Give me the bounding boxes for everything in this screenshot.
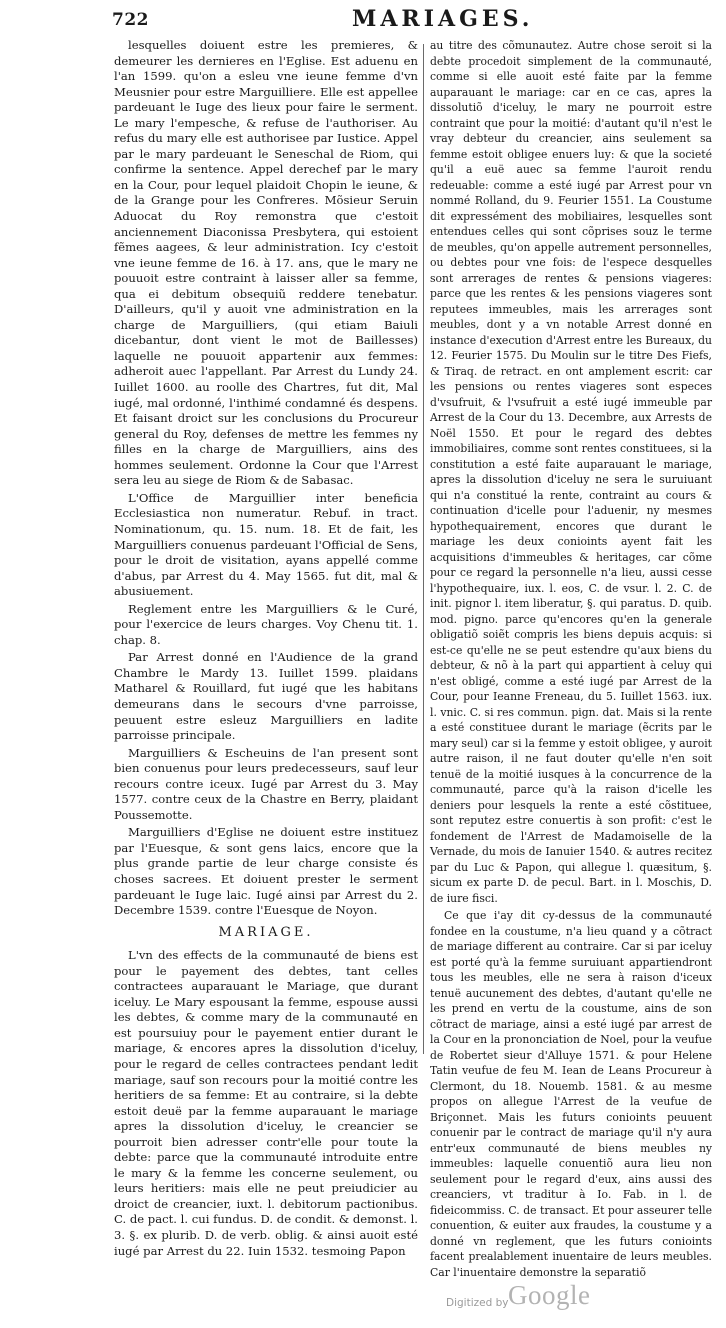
left-column — [114, 38, 418, 1258]
running-title: MARIAGES. — [352, 6, 534, 32]
digitized-watermark — [446, 1280, 706, 1317]
paragraph-arrest-1599: Par Arrest donné en l'Audience de la grand Chambre le Mardy 13. Iuillet 1599. plaidans Matharel & Rouillard, fut iugé que les habitans demeurans dans le secours d'vne parroisse, peuuent estre esleuz Marguilliers en ladite parroisse principale. — [114, 650, 418, 743]
paragraph-reglement: Reglement entre les Marguilliers & le Curé, pour l'exercice de leurs charges. Voy Chenu tit. 1. chap. 8. — [114, 601, 418, 647]
watermark-prefix: Digitized by — [446, 1297, 509, 1309]
paragraph-marguilliere-case: lesquelles doiuent estre les premieres, & demeurer les dernieres en l'Eglise. Est aduenu en l'an 1599. qu'on a esleu vne ieune femme d'vn Meusnier pour estre Marguilliere. Elle est appellee pardeuant le Iuge des lieux pour faire le serment. Le mary l'empesche, & refuse de l'authoriser. Au refus du mary elle est authorisee par Iustice. Appel par le mary pardeuant le Seneschal de Riom, qui confirme la sentence. Appel derechef par le mary en la Cour, pour lequel plaidoit Chopin le ieune, & de la Grange pour les Confreres. Mõsieur Seruin Aduocat du Roy remonstra que c'estoit anciennement Diaconissa Presbytera, qui estoient fẽmes aagees, & leur administration. Icy c'estoit vne ieune femme de 16. à 17. ans, que le mary ne pouuoit estre contraint à laisser aller sa femme, qua ei debitum obsequiũ reddere tenebatur. D'ailleurs, qu'il y auoit vne administration en la charge de Marguilliers, (qui etiam Baiuli dicebantur, dont vient le mot de Baillesses) laquelle ne pouuoit appartenir aux femmes: adheroit auec l'appellant. Par Arrest du Lundy 24. Iuillet 1600. au roolle des Chartres, fut dit, Mal iugé, mal ordonné, l'inthimé condamné és despens. Et faisant droict sur les conclusions du Procureur general du Roy, defenses de mettre les femmes ny filles en la charge de Marguilliers, ains des hommes seulement. Ordonne la Cour que l'Arrest sera leu au siege de Riom & de Sabasac. — [114, 38, 418, 488]
page-number: 722 — [112, 10, 149, 30]
right-column — [430, 38, 712, 1279]
paragraph-eglise-laics: Marguilliers d'Eglise ne doiuent estre instituez par l'Euesque, & sont gens laics, encore que la plus grande partie de leur charge consiste és choses sacrees. Et doiuent prester le serment pardeuant le Iuge laic. Iugé ainsi par Arrest du 2. Decembre 1539. contre l'Euesque de Noyon. — [114, 825, 418, 918]
paragraph-communaute-debtes: L'vn des effects de la communauté de biens est pour le payement des debtes, tant celles contractees auparauant le Mariage, que durant iceluy. Le Mary espousant la femme, espouse aussi les debtes, & comme mary de la communauté en est poursuiuy pour le payement entier durant le mariage, & encores apres la dissolution d'iceluy, pour le regard de celles contractees pendant ledit mariage, sauf son recours pour la moitié contre les heritiers de sa femme: Et au contraire, si la debte estoit deuë par la femme auparauant le mariage apres la dissolution d'iceluy, le creancier se pourroit bien adresser contr'elle pour toute la debte: parce que la communauté introduite entre le mary & la femme les concerne seulement, ou leurs heritiers: mais elle ne peut preiudicier au droict de creancier, iuxt. l. debitorum pactionibus. C. de pact. l. cui fundus. D. de condit. & demonst. l. 3. §. ex plurib. D. de verb. oblig. & ainsi auoit esté iugé par Arrest du 22. Iuin 1532. tesmoing Papon — [114, 948, 418, 1258]
column-divider — [423, 44, 424, 1054]
paragraph-contract-mariage: Ce que i'ay dit cy-dessus de la communauté fondee en la coustume, n'a lieu quand y a cõtract de mariage different au contraire. Car si par iceluy est porté qu'à la femme suruiuant appartiendront tous les meubles, elle ne sera à raison d'iceux tenuë aucunement des debtes, d'autant qu'elle ne les prend en vertu de la coustume, ains de son cõtract de mariage, ainsi a esté iugé par arrest de la Cour en la prononciation de Noel, pour la veufue de Robertet sieur d'Alluye 1571. & pour Helene Tatin veufue de feu M. Iean de Leans Procureur à Clermont, du 18. Nouemb. 1581. & au mesme propos on allegue l'Arrest de la veufue de Briçonnet. Mais les futurs conioints peuuent conuenir par le contract de mariage qu'il n'y aura entr'eux communauté de biens meubles ny immeubles: laquelle conuentiõ aura lieu non seulement pour le regard d'eux, ains aussi des creanciers, vt traditur à Io. Fab. in l. de fideicommiss. C. de transact. Et pour asseurer telle conuention, & euiter aux fraudes, la coustume y a donné vn reglement, que les futurs conioints facent prealablement inuentaire de leurs meubles. Car l'inuentaire demonstre la separatiõ — [430, 909, 712, 1279]
section-heading-mariage: MARIAGE. — [218, 924, 314, 940]
paragraph-office-marguillier: L'Office de Marguillier inter beneficia Ecclesiastica non numeratur. Rebuf. in tract. Nominationum, qu. 15. num. 18. Et de fait, les Marguilliers conuenus pardeuant l'Official de Sens, pour le droit de visitation, ayans appellé comme d'abus, par Arrest du 4. May 1565. fut dit, mal & abusiuement. — [114, 490, 418, 599]
paragraph-communaute-continued: au titre des cõmunautez. Autre chose seroit si la debte procedoit simplement de la communauté, comme si elle auoit esté faite par la femme auparauant le mariage: car en ce cas, apres la dissolutiõ d'iceluy, le mary ne pourroit estre contraint que pour la moitié: d'autant qu'il n'est le vray debteur du creancier, ains seulement sa femme estoit obligee enuers luy: & que la societé qu'il a euë auec sa femme l'auroit rendu redeuable: comme a esté iugé par Arrest pour vn nommé Rolland, du 9. Feurier 1551. La Coustume dit expressément des mobiliaires, lesquelles sont entendues celles qui sont cõprises souz le terme de meubles, qu'on appelle autrement personnelles, ou debtes pour vne fois: de l'espece desquelles sont arrerages de rentes & pensions viageres: parce que les rentes & les pensions viageres sont reputees immeubles, mais les arrerages sont meubles, dont y a vn notable Arrest donné en instance d'execution d'Arrest entre les Bureaux, du 12. Feurier 1575. Du Moulin sur le titre Des Fiefs, & Tiraq. de retract. en ont amplement escrit: car les pensions ou rentes viageres sont especes d'vsufruit, & l'vsufruit a esté iugé immeuble par Arrest de la Cour du 13. Decembre, aux Arrests de Noël 1550. Et pour le regard des debtes immobiliaires, comme sont rentes constituees, si la constitution a esté faite auparauant le mariage, apres la dissolution d'iceluy ne sera le suruiuant qui n'a constitué la rente, contraint au cours & continuation d'icelle pour l'aduenir, ny mesmes hypothequairement, encores que durant le mariage les deux conioints ayent fait les acquisitions d'immeubles & heritages, car cõme pour ce regard la personnelle n'a lieu, aussi cesse l'hypothequaire, iux. l. eos, C. de vsur. l. 2. C. de init. pignor l. item liberatur, §. qui paratus. D. quib. mod. pigno. parce qu'encores qu'en la generale obligatiõ soiẽt compris les biens depuis acquis: si est-ce qu'elle ne se peut estendre qu'aux biens du debteur, & nõ à la part qui appartient à celuy qui n'est obligé, comme a esté iugé par Arrest de la Cour, pour Ieanne Freneau, du 5. Iuillet 1563. iux. l. vnic. C. si res commun. pign. dat. Mais si la rente a esté constituee durant le mariage (ẽcrits par le mary seul) car si la femme y estoit obligee, y auroit autre raison, il ne faut douter qu'elle n'en soit tenuë de la moitié iusques à la concurrence de la communauté, parce qu'à la raison d'icelle les deniers pour lesquels la rente a esté cõstituee, sont reputez estre conuertis à son profit: c'est le fondement de l'Arrest de Madamoiselle de la Vernade, du mois de Ianuier 1540. & autres recitez par du Luc & Papon, qui allegue l. quæsitum, §. sicum ex parte D. de pecul. Bart. in l. Moschis, D. de iure fisci. — [430, 39, 712, 905]
google-logo: Google — [508, 1280, 591, 1310]
page-header — [112, 4, 712, 36]
paragraph-escheuins: Marguilliers & Escheuins de l'an present sont bien conuenus pour leurs predecesseurs, sauf leur recours contre iceux. Iugé par Arrest du 3. May 1577. contre ceux de la Chastre en Berry, plaidant Poussemotte. — [114, 745, 418, 822]
